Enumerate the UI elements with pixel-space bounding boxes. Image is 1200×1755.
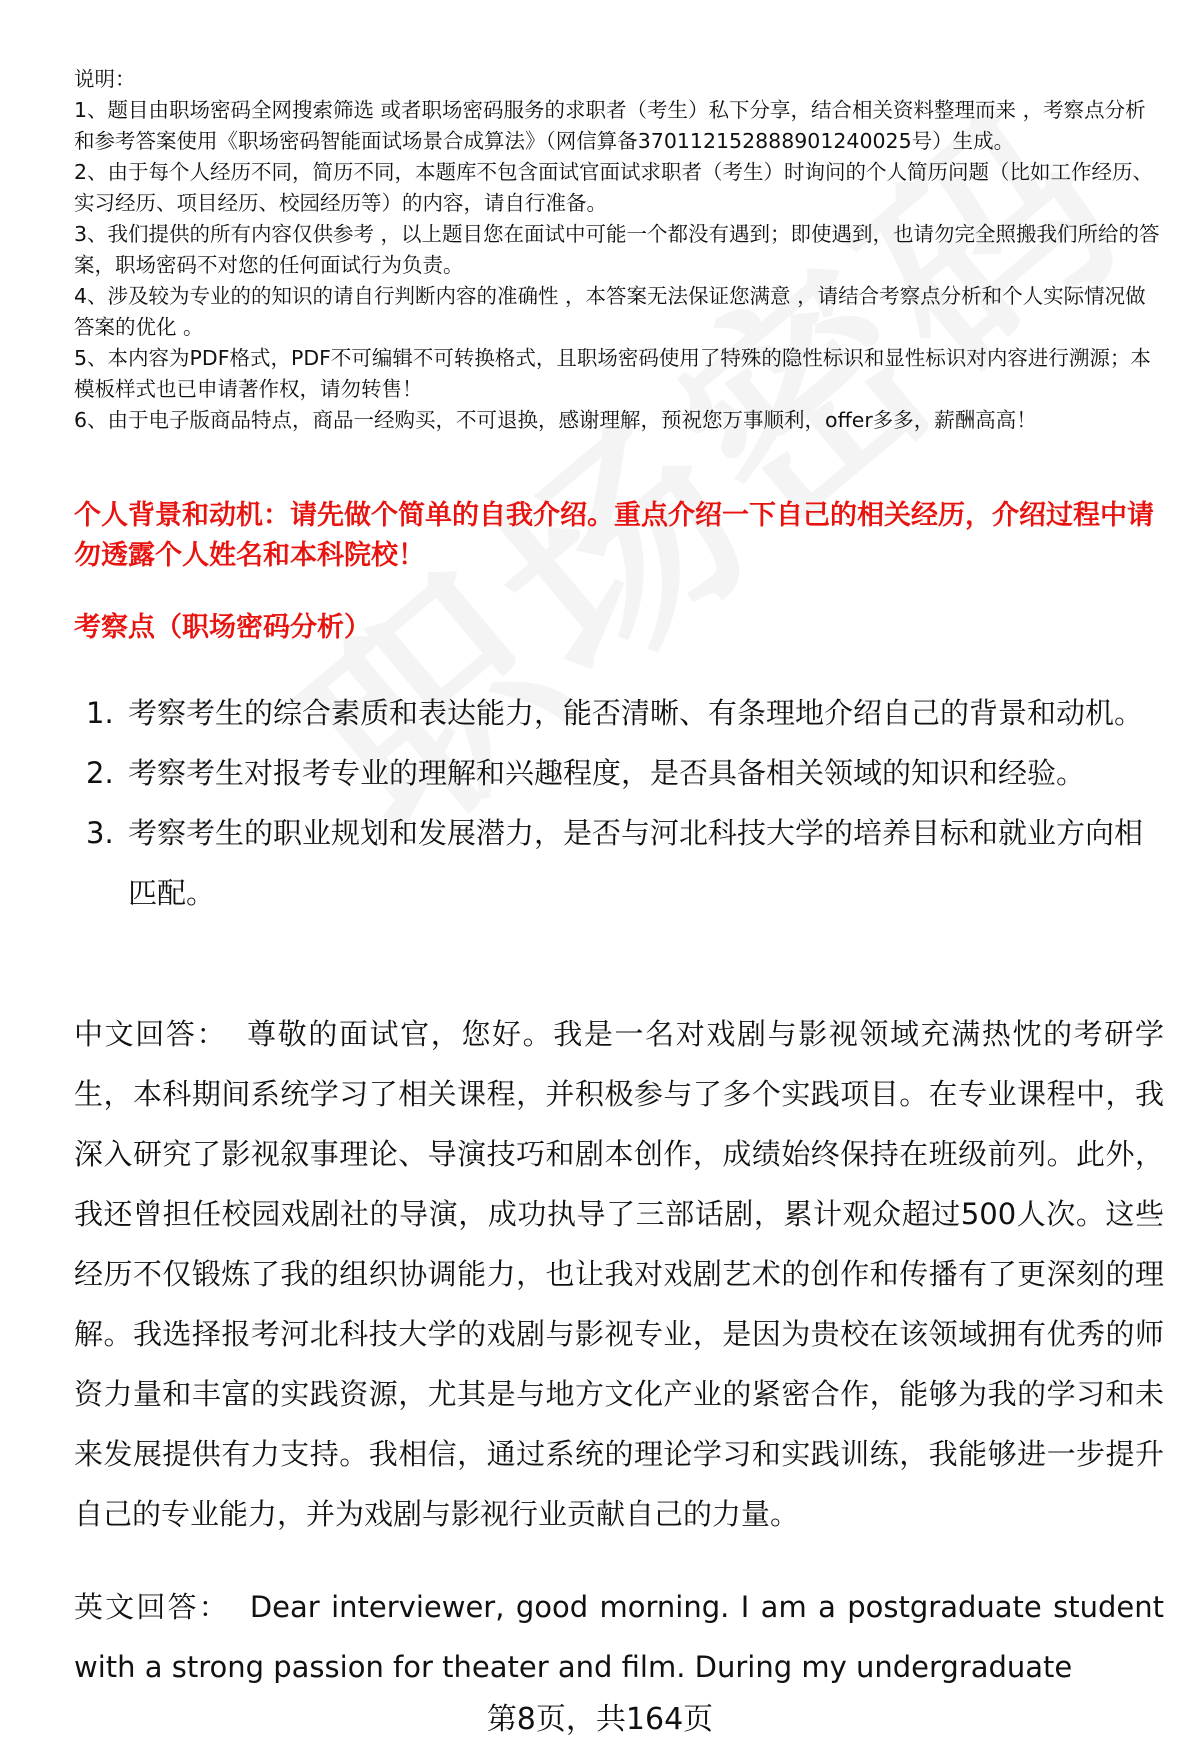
notes-item: 3、我们提供的所有内容仅供参考 ，以上题目您在面试中可能一个都没有遇到；即使遇到，也请勿完全照搬我们所给的答案，职场密码不对您的任何面试行为负责。 [74, 222, 1160, 277]
disclaimer-notes [74, 64, 1164, 436]
point-text: 考察考生的综合素质和表达能力，能否清晰、有条理地介绍自己的背景和动机。 [128, 696, 1144, 730]
point-number: 2. [86, 756, 114, 790]
notes-item: 2、由于每个人经历不同，简历不同，本题库不包含面试官面试求职者（考生）时询问的个人简历问题（比如工作经历、实习经历、项目经历、校园经历等）的内容，请自行准备。 [74, 160, 1154, 215]
analysis-title: 考察点（职场密码分析） [74, 612, 371, 643]
page-number: 第8页，共164页 [486, 1702, 714, 1737]
english-answer-label: 英文回答： [74, 1590, 230, 1624]
notes-item: 4、涉及较为专业的的知识的请自行判断内容的准确性 ，本答案无法保证您满意 ，请结合考察点分析和个人实际情况做答案的优化 。 [74, 284, 1146, 339]
analysis-point [74, 743, 1164, 803]
analysis-point [74, 683, 1164, 743]
analysis-points [74, 683, 1164, 923]
point-text: 考察考生对报考专业的理解和兴趣程度，是否具备相关领域的知识和经验。 [128, 756, 1086, 790]
notes-heading: 说明： [74, 67, 136, 91]
interview-question: 个人背景和动机：请先做个简单的自我介绍。重点介绍一下自己的相关经历，介绍过程中请勿透露个人姓名和本科院校！ [74, 500, 1154, 571]
point-number: 3. [86, 816, 114, 850]
chinese-answer-text: 尊敬的面试官，您好。我是一名对戏剧与影视领域充满热忱的考研学生，本科期间系统学习了相关课程，并积极参与了多个实践项目。在专业课程中，我深入研究了影视叙事理论、导演技巧和剧本创作，成绩始终保持在班级前列。此外，我还曾担任校园戏剧社的导演，成功执导了三部话剧，累计观众超过500人次。这些经历不仅锻炼了我的组织协调能力，也让我对戏剧艺术的创作和传播有了更深刻的理解。我选择报考河北科技大学的戏剧与影视专业，是因为贵校在该领域拥有优秀的师资力量和丰富的实践资源，尤其是与地方文化产业的紧密合作，能够为我的学习和未来发展提供有力支持。我相信，通过系统的理论学习和实践训练，我能够进一步提升自己的专业能力，并为戏剧与影视行业贡献自己的力量。 [74, 1017, 1164, 1531]
english-answer [74, 1577, 1164, 1697]
point-number: 1. [86, 696, 114, 730]
chinese-answer-label: 中文回答： [74, 1017, 228, 1051]
chinese-answer [74, 1004, 1164, 1544]
notes-item: 1、题目由职场密码全网搜索筛选 或者职场密码服务的求职者（考生）私下分享，结合相关资料整理而来 ，考察点分析和参考答案使用《职场密码智能面试场景合成算法》（网信算备370112152888901240025号）生成。 [74, 98, 1146, 153]
notes-item: 6、由于电子版商品特点，商品一经购买，不可退换，感谢理解，预祝您万事顺利，offer多多，薪酬高高！ [74, 408, 1037, 432]
notes-item: 5、本内容为PDF格式，PDF不可编辑不可转换格式，且职场密码使用了特殊的隐性标识和显性标识对内容进行溯源；本模板样式也已申请著作权，请勿转售！ [74, 346, 1151, 401]
analysis-point [74, 803, 1164, 923]
point-text: 考察考生的职业规划和发展潜力，是否与河北科技大学的培养目标和就业方向相匹配。 [128, 816, 1144, 910]
english-answer-text: Dear interviewer, good morning. I am a postgraduate student with a strong passion for theater and film. During my undergraduate [74, 1590, 1164, 1684]
